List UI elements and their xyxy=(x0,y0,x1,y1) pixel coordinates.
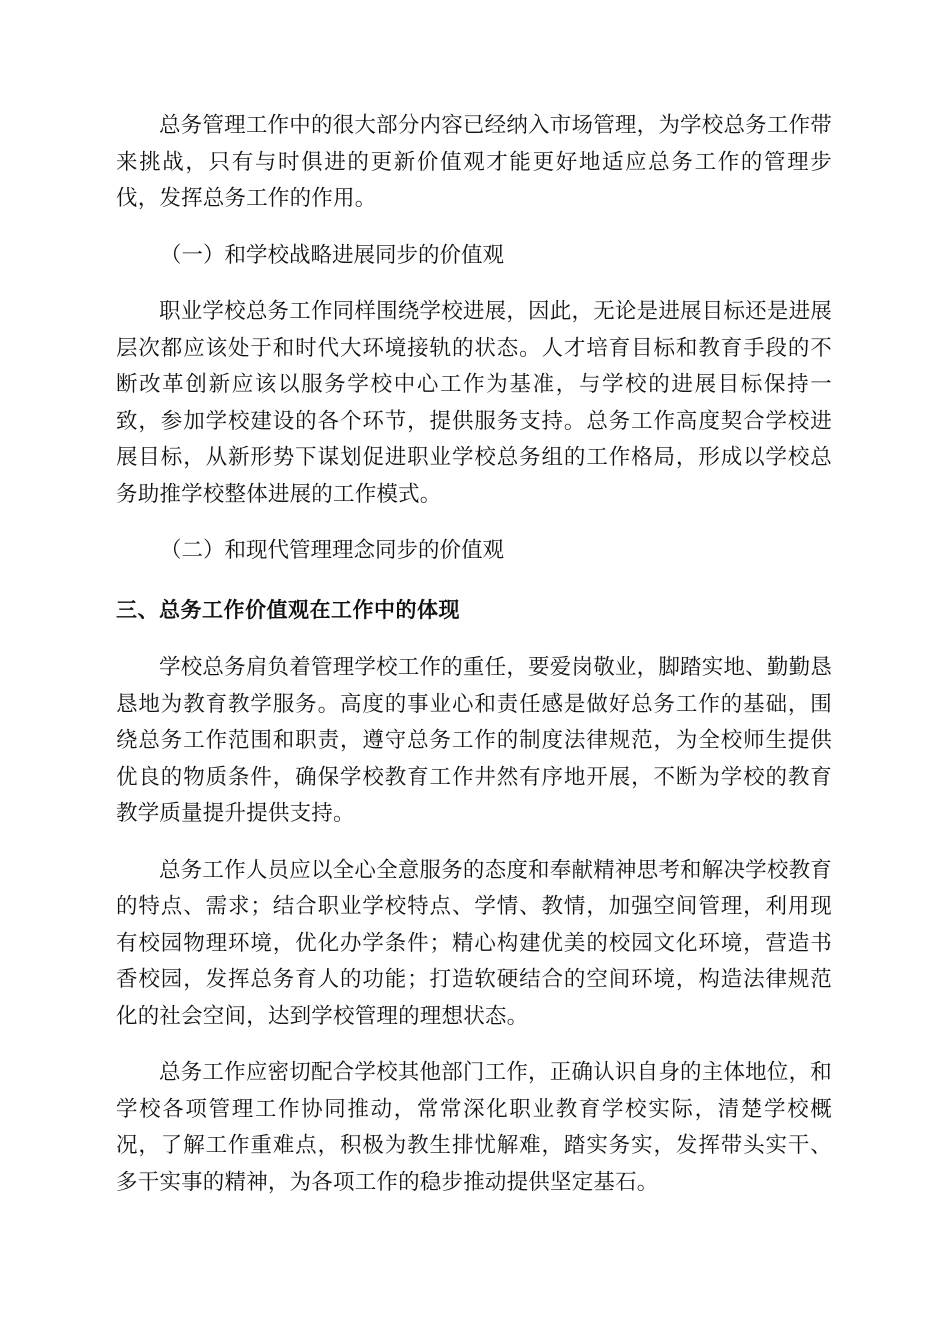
paragraph-strategy: 职业学校总务工作同样围绕学校进展，因此，无论是进展目标还是进展层次都应该处于和时代大环境接轨的状态。人才培育目标和教育手段的不断改革创新应该以服务学校中心工作为基准，与学校的进展目标保持一致，参加学校建设的各个环节，提供服务支持。总务工作高度契合学校进展目标，从新形势下谋划促进职业学校总务组的工作格局，形成以学校总务助推学校整体进展的工作模式。 xyxy=(116,299,832,507)
paragraph-cooperation: 总务工作应密切配合学校其他部门工作，正确认识自身的主体地位，和学校各项管理工作协同推动，常常深化职业教育学校实际，清楚学校概况，了解工作重难点，积极为教生排忧解难，踏实务实，发挥带头实干、多干实事的精神，为各项工作的稳步推动提供坚定基石。 xyxy=(116,1060,832,1195)
document-page xyxy=(116,108,832,1201)
paragraph-duty: 学校总务肩负着管理学校工作的重任，要爱岗敬业，脚踏实地、勤勤恳恳地为教育教学服务。高度的事业心和责任感是做好总务工作的基础，围绕总务工作范围和职责，遵守总务工作的制度法律规范，为全校师生提供优良的物质条件，确保学校教育工作井然有序地开展，不断为学校的教育教学质量提升提供支持。 xyxy=(116,655,832,826)
subheading-strategy: （一）和学校战略进展同步的价值观 xyxy=(160,242,505,268)
spacer xyxy=(116,570,832,592)
spacer xyxy=(116,513,832,533)
spacer xyxy=(116,1035,832,1055)
spacer xyxy=(116,833,832,853)
spacer xyxy=(116,628,832,650)
subheading-management: （二）和现代管理理念同步的价值观 xyxy=(160,538,505,563)
spacer xyxy=(116,274,832,294)
section-heading: 三、总务工作价值观在工作中的体现 xyxy=(116,597,460,622)
paragraph-service: 总务工作人员应以全心全意服务的态度和奉献精神思考和解决学校教育的特点、需求；结合职业学校特点、学情、教情，加强空间管理，利用现有校园物理环境，优化办学条件；精心构建优美的校园文化环境，营造书香校园，发挥总务育人的功能；打造软硬结合的空间环境，构造法律规范化的社会空间，达到学校管理的理想状态。 xyxy=(116,857,832,1029)
spacer xyxy=(116,218,832,238)
paragraph-intro: 总务管理工作中的很大部分内容已经纳入市场管理，为学校总务工作带来挑战，只有与时俱进的更新价值观才能更好地适应总务工作的管理步伐，发挥总务工作的作用。 xyxy=(116,113,832,211)
